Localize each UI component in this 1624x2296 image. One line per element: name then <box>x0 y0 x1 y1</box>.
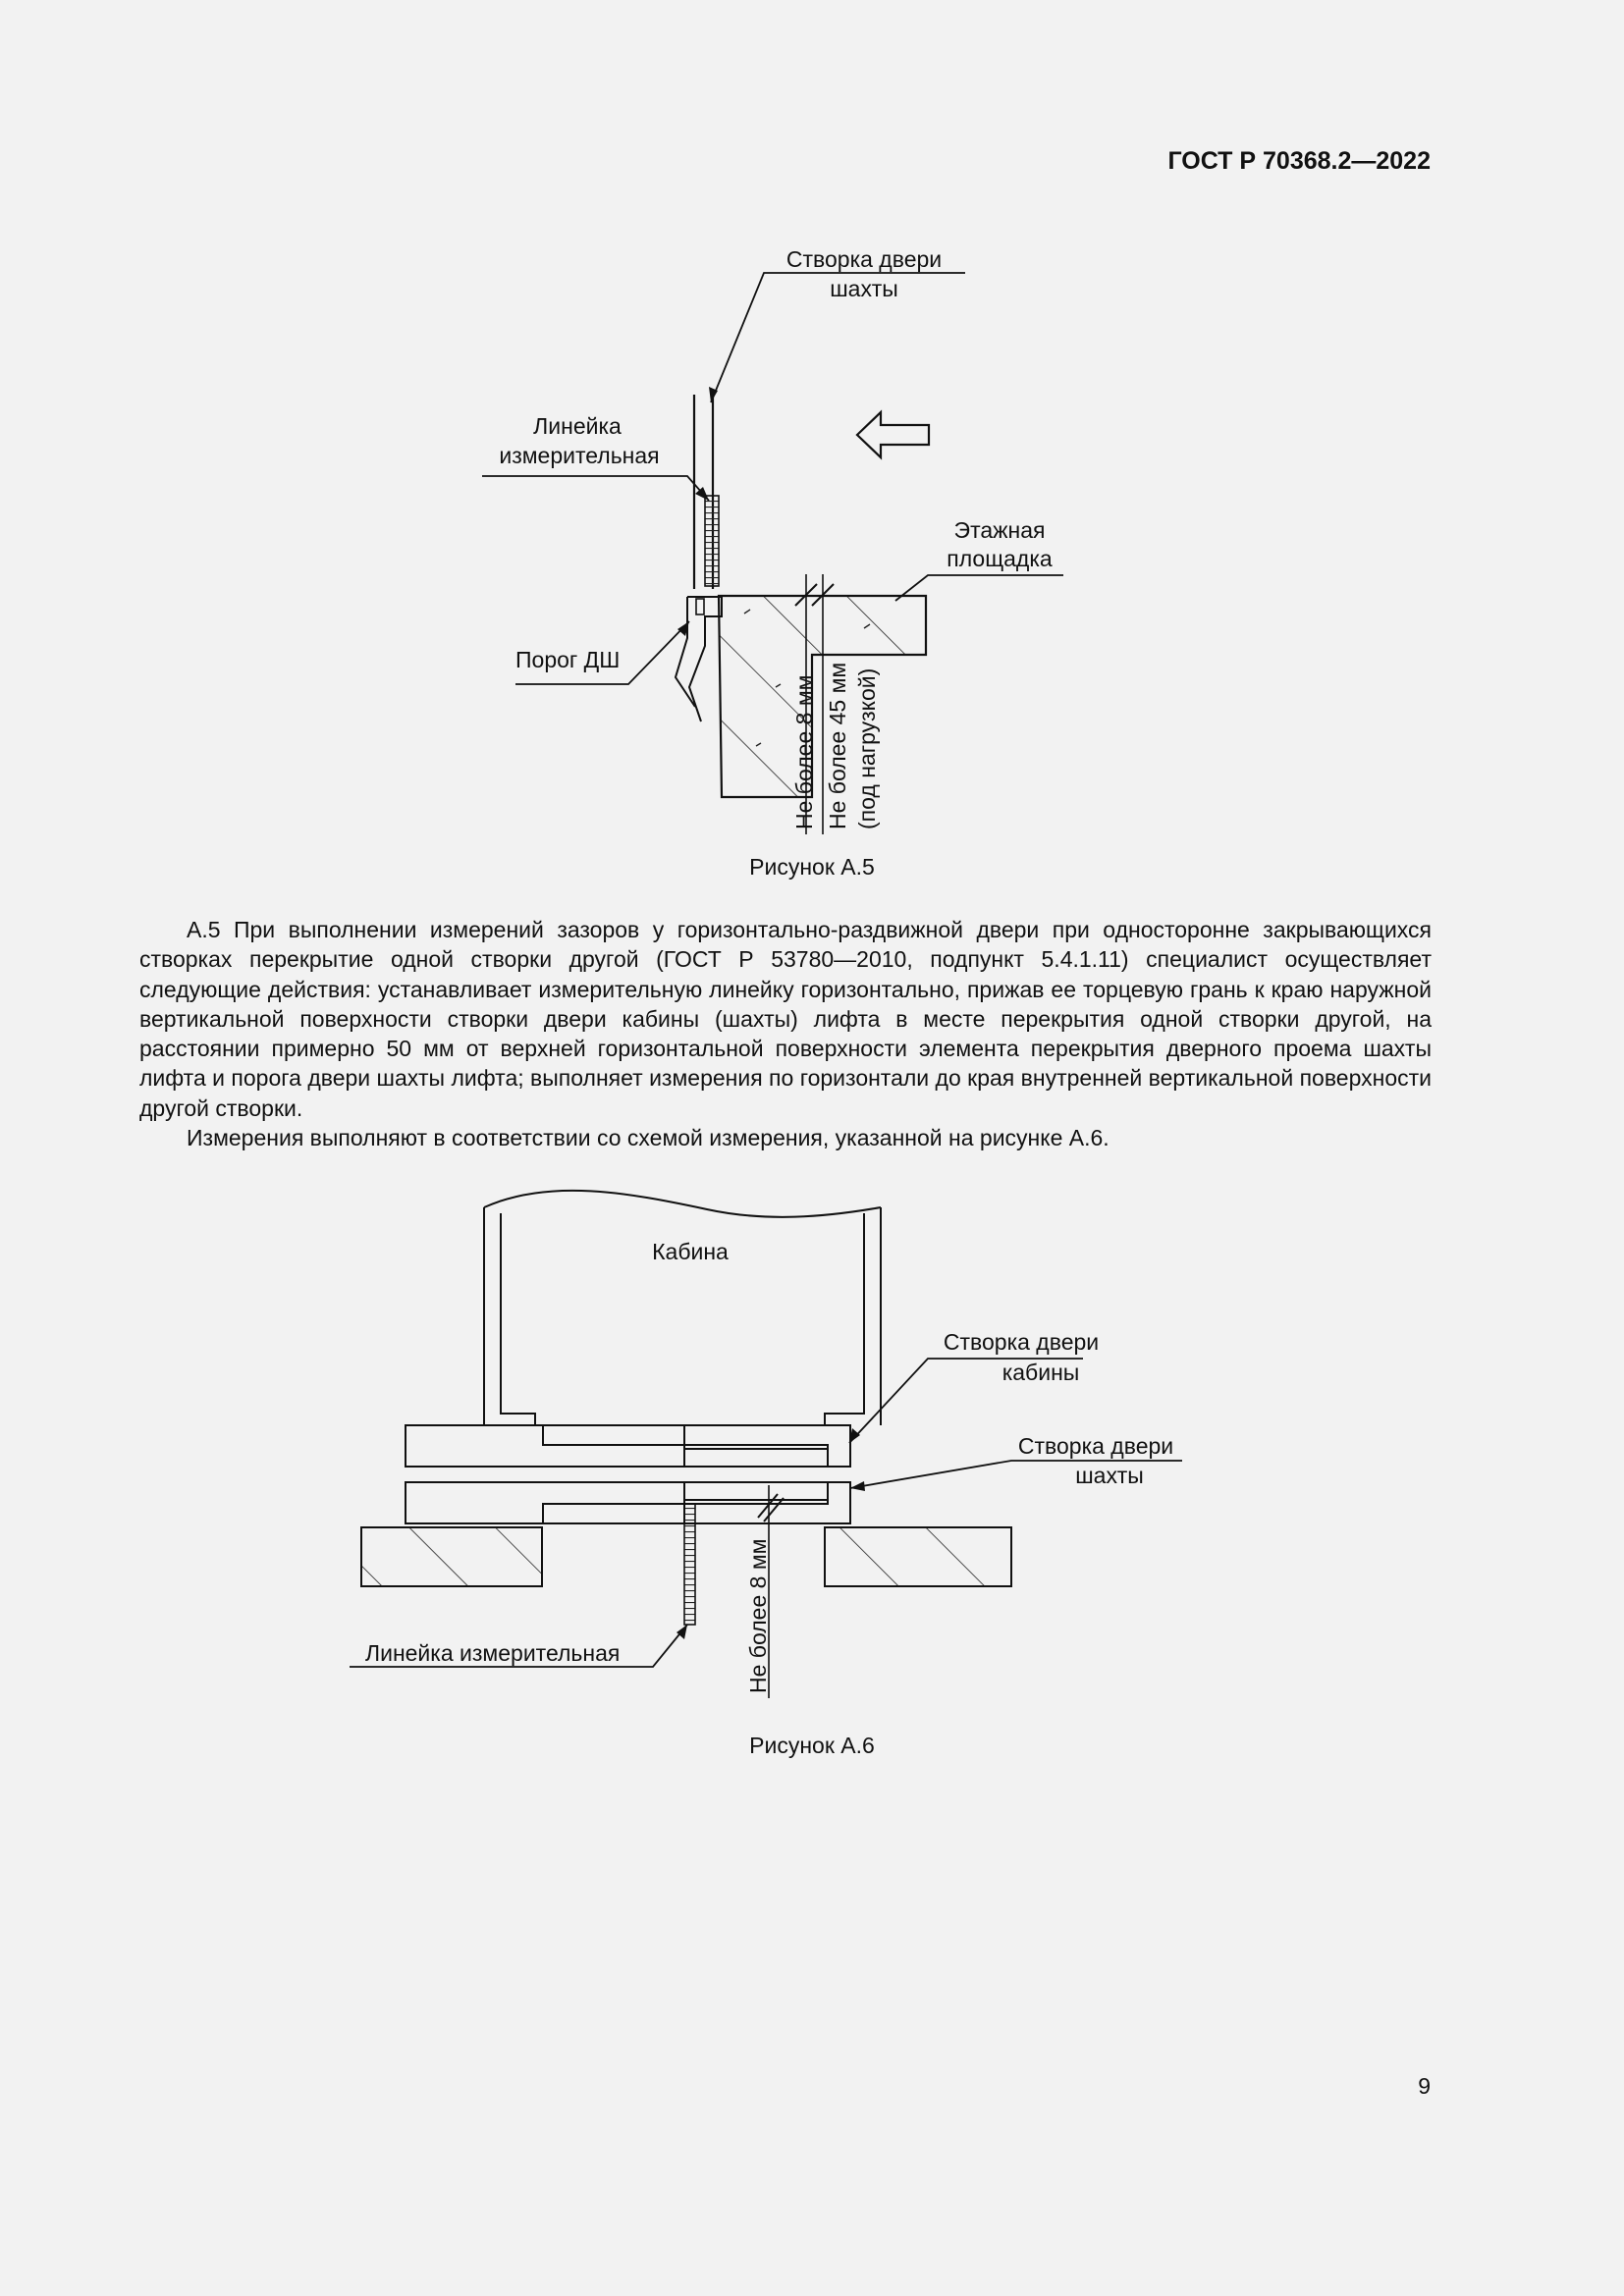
figure-a5-caption: Рисунок А.5 <box>749 854 875 880</box>
document-standard-number: ГОСТ Р 70368.2—2022 <box>1167 147 1431 175</box>
ruler-label-line1: Линейка <box>533 413 622 439</box>
figure-a6-caption: Рисунок А.6 <box>749 1733 875 1758</box>
dimension-load-label-line2: (под нагрузкой) <box>854 667 880 829</box>
figure-a6-drawing <box>0 1178 1624 1728</box>
dimension-load-label-line1: Не более 45 мм <box>825 662 850 829</box>
figure-a5 <box>0 226 1624 854</box>
figure-a5-drawing <box>0 226 1624 854</box>
shaft-leaf-label-line1: Створка двери <box>1017 1433 1174 1459</box>
body-text <box>139 915 1432 1152</box>
shaft-leaf-label-line2: шахты <box>1075 1463 1144 1488</box>
measuring-ruler <box>684 1504 695 1625</box>
figure-a6 <box>0 1178 1624 1728</box>
cabin-leaf-label-line2: кабины <box>1001 1360 1080 1385</box>
ruler-label: Линейка измерительная <box>365 1640 621 1666</box>
cabin-door-leaves <box>406 1425 850 1467</box>
page-number: 9 <box>1418 2073 1431 2099</box>
landing-label-line1: Этажная <box>953 517 1046 543</box>
dimension-gap-label: Не более 8 мм <box>791 674 817 829</box>
sill-label: Порог ДШ <box>515 647 621 672</box>
cabin-label: Кабина <box>652 1239 729 1264</box>
cabin-leaf-label-line1: Створка двери <box>943 1329 1100 1355</box>
door-leaf-label-line2: шахты <box>830 276 898 301</box>
direction-arrow <box>857 412 929 457</box>
door-leaf-label-line1: Створка двери <box>785 246 943 272</box>
door-sill <box>676 597 722 721</box>
shaft-door-leaves <box>406 1482 850 1523</box>
ruler-label-line2: измерительная <box>499 443 660 468</box>
cabin-outline <box>484 1191 881 1425</box>
landing-label-line2: площадка <box>947 546 1053 571</box>
measuring-ruler <box>705 496 719 586</box>
paragraph-a5: А.5 При выполнении измерений зазоров у горизонтально-раздвижной двери при односторонне закрывающихся створках перекрытие одной створки другой (ГОСТ Р 53780—2010, подпункт 5.4.1.11) специалист осуществляет следующие действия: устанавливает измерительную линейку горизонтально, прижав ее торцевую грань к краю наружной вертикальной поверхности створки двери кабины (шахты) лифта в месте перекрытия одной створки другой, на расстоянии примерно 50 мм от верхней горизонтальной поверхности элемента перекрытия дверного проема шахты лифта и порога двери шахты лифта; выполняет измерения по горизонтали до края внутренней вертикальной поверхности другой створки. <box>139 917 1432 1121</box>
dimension-gap-label: Не более 8 мм <box>745 1538 771 1693</box>
paragraph-measurement-reference: Измерения выполняют в соответствии со схемой измерения, указанной на рисунке А.6. <box>187 1125 1110 1151</box>
